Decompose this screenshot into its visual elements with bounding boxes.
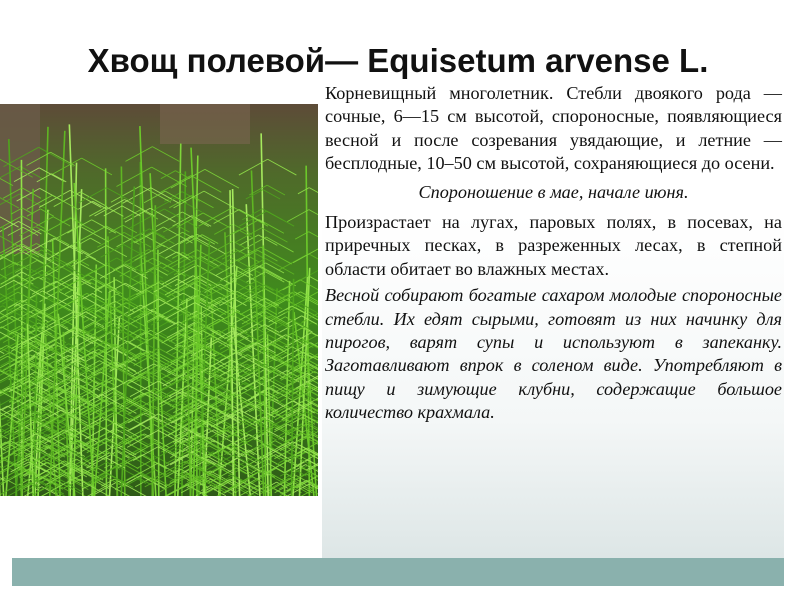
slide-title: Хвощ полевой— Equisetum arvense L. [87, 42, 709, 79]
horsetail-photo [0, 104, 318, 496]
paragraph-usage: Весной собирают богатые сахаром молодые спороносные стебли. Их едят сырыми, готовят из них начинку для пирогов, варят супы и используют в запеканку. Заготавливают впрок в соленом виде. Употребляют в пищу и зимующие клубни, содержащие большое количество крахмала. [325, 285, 782, 423]
description-text [325, 82, 782, 425]
paragraph-sporulation: Спороношение в мае, начале июня. [418, 181, 689, 202]
paragraph-morphology: Корневищный многолетник. Стебли двоякого рода — сочные, 6—15 см высотой, спороносные, появляющиеся весной и после созревания увядающие, и летние — бесплодные, 10–50 см высотой, сохраняющиеся до осени. [325, 83, 782, 174]
bottom-accent-bar [12, 558, 784, 586]
paragraph-habitat: Произрастает на лугах, паровых полях, в посевах, на приречных песках, в разреженных лесах, в степной области обитает во влажных местах. [325, 212, 782, 279]
